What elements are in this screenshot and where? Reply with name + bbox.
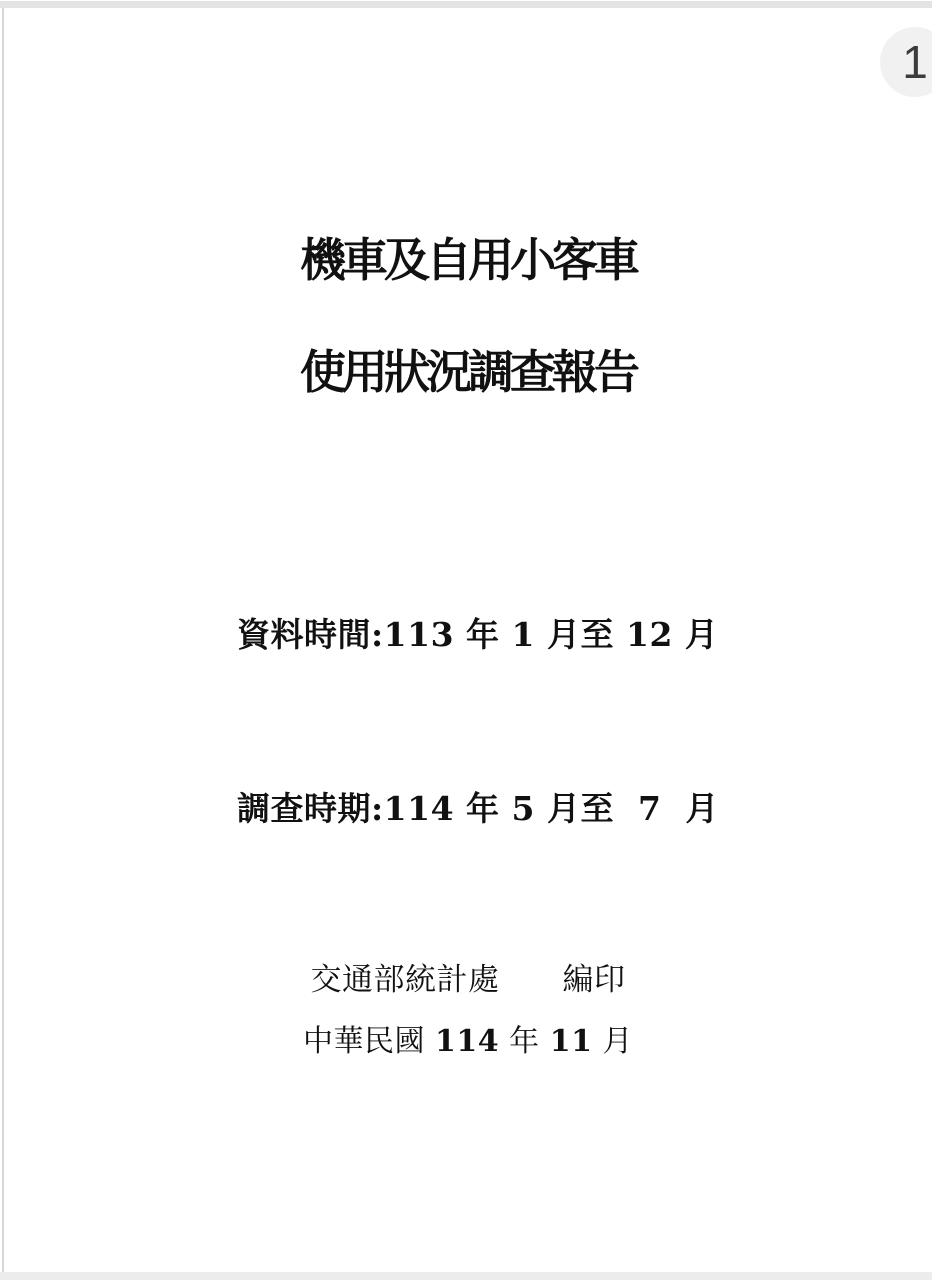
publisher-text: 交通部統計處 編印	[310, 962, 626, 998]
cover-title-line-2: 使用狀況調查報告	[300, 345, 636, 399]
viewer-bottom-edge	[0, 1272, 932, 1280]
viewer-left-edge	[2, 8, 4, 1272]
cover-title-line-1: 機車及自用小客車	[300, 233, 636, 287]
page-number-label: 1	[902, 36, 928, 88]
survey-period-text: 調查時期:114 年 5 月至 7 月	[237, 789, 719, 828]
publish-date-text: 中華民國 114 年 11 月	[302, 1024, 634, 1059]
data-period-text: 資料時間:113 年 1 月至 12 月	[237, 615, 719, 654]
report-period-block	[237, 490, 719, 954]
viewer-top-edge	[0, 1, 932, 8]
document-page	[4, 8, 932, 1272]
